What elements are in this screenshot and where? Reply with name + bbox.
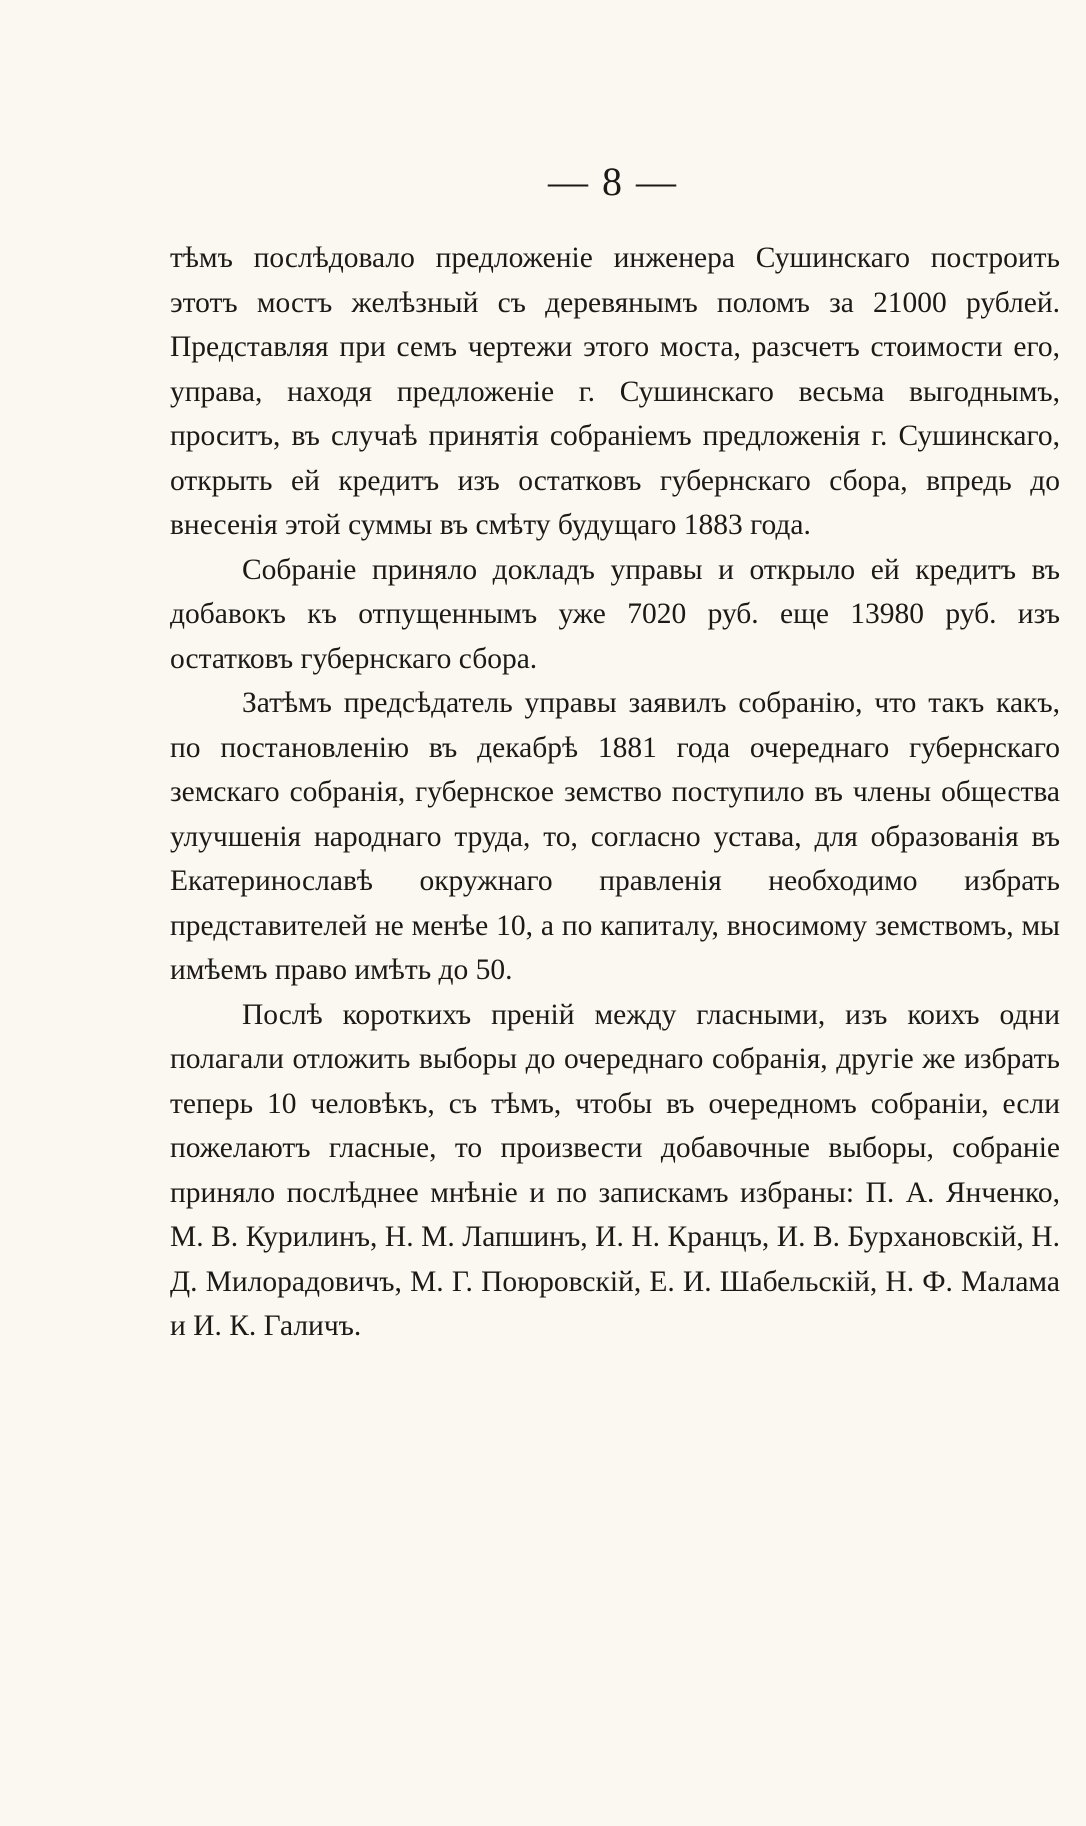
paragraph-2: Собраніе приняло докладъ управы и открыло ей кредитъ въ добавокъ къ отпущеннымъ уже 7020 руб. еще 13980 руб. изъ остатковъ губернскаго сбора. bbox=[170, 553, 1060, 675]
paragraph-4: Послѣ короткихъ преній между гласными, изъ коихъ одни полагали отложить выборы до очереднаго собранія, другіе же избрать теперь 10 человѣкъ, съ тѣмъ, чтобы въ очередномъ собраніи, если пожелаютъ гласные, то произвести добавочные выборы, собраніе приняло послѣднее мнѣніе и по запискамъ избраны: П. А. Янченко, М. В. Курилинъ, Н. М. Лапшинъ, И. Н. Кранцъ, И. В. Бурхановскій, Н. Д. Милорадовичъ, М. Г. Поюровскій, Е. И. Шабельскій, Н. Ф. Малама и И. К. Галичъ. bbox=[170, 998, 1060, 1342]
paragraph-1: тѣмъ послѣдовало предложеніе инженера Сушинскаго построить этотъ мостъ желѣзный съ деревянымъ поломъ за 21000 рублей. Представляя при семъ чертежи этого моста, разсчетъ стоимости его, управа, находя предложеніе г. Сушинскаго весьма выгоднымъ, проситъ, въ случаѣ принятія собраніемъ предложенія г. Сушинскаго, открыть ей кредитъ изъ остатковъ губернскаго сбора, впредь до внесенія этой суммы въ смѣту будущаго 1883 года. bbox=[170, 242, 1060, 541]
paragraph-3: Затѣмъ предсѣдатель управы заявилъ собранію, что такъ какъ, по постановленію въ декабрѣ 1881 года очереднаго губернскаго земскаго собранія, губернское земство поступило въ члены общества улучшенія народнаго труда, то, согласно устава, для образованія въ Екатеринославѣ окружнаго правленія необходимо избрать представителей не менѣе 10, а по капиталу, вносимому земствомъ, мы имѣемъ право имѣть до 50. bbox=[170, 687, 1060, 986]
page-number: — 8 — bbox=[548, 159, 678, 204]
body-text bbox=[170, 236, 1060, 1349]
